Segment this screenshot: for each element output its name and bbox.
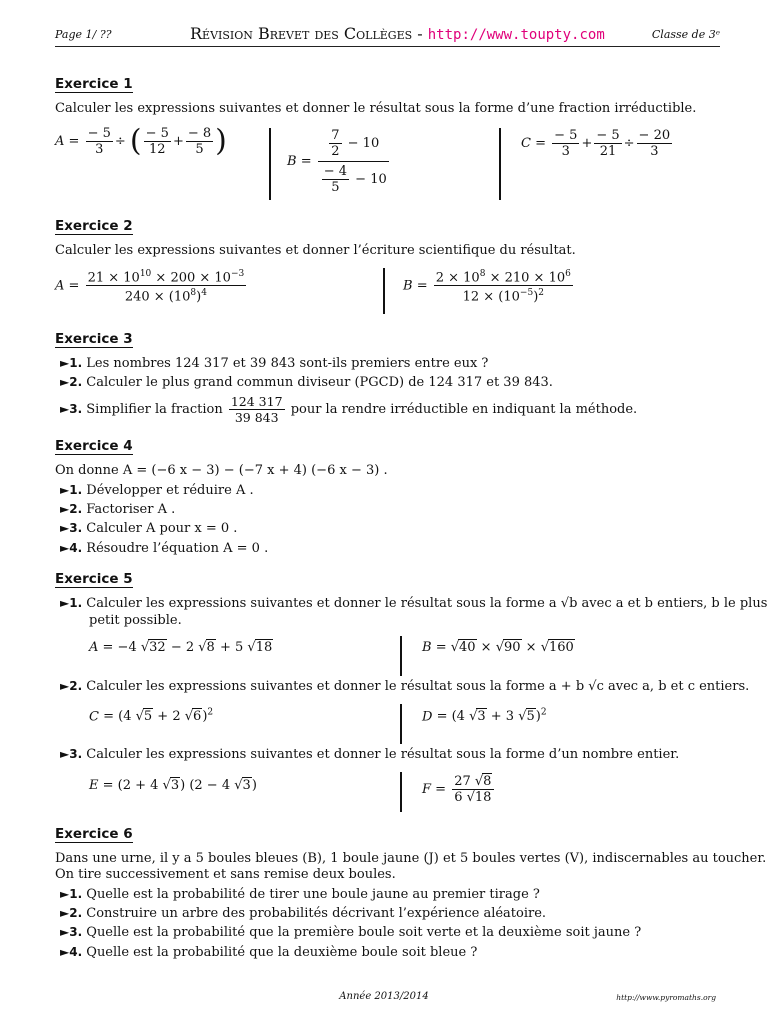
ex6-question-1: ►1. Quelle est la probabilité de tirer une boule jaune au premier tirage ? — [60, 887, 540, 902]
ex1-expression-c: C = $\frac{- 5}{3}$ + $\frac{- 5}{21}$ ÷ $\frac{- 20}{3}$ — [521, 128, 671, 159]
exercise-6-title: Exercice 6 — [55, 826, 133, 842]
ex5-expression-d: D = (4 √3 + 3 √5)$^2$ — [422, 708, 547, 725]
exercise-2-title: Exercice 2 — [55, 218, 133, 234]
ex5-separator-3 — [400, 772, 402, 812]
ex4-question-1: ►1. Développer et réduire A . — [60, 483, 254, 498]
footer-site-link[interactable]: http://www.pyromaths.org — [616, 993, 716, 1002]
ex6-question-4: ►4. Quelle est la probabilité que la deuxième boule soit bleue ? — [60, 945, 478, 960]
ex4-question-4: ►4. Résoudre l’équation A = 0 . — [60, 541, 269, 556]
exercise-4-title: Exercice 4 — [55, 438, 133, 454]
ex5-separator-2 — [400, 704, 402, 744]
exercise-1-title: Exercice 1 — [55, 76, 133, 92]
ex3-question-3: ►3. Simplifier la fraction $\frac{124 317}{39 843}$ pour la rendre irréductible en indiquant la méthode. — [60, 394, 638, 425]
ex5-question-1-continued: petit possible. — [89, 613, 182, 628]
ex1-separator-2 — [499, 128, 501, 200]
header-link[interactable]: http://www.toupty.com — [427, 27, 605, 43]
exercise-4-intro: On donne A = (−6 x − 3) − (−7 x + 4) (−6 x − 3) . — [55, 463, 388, 478]
ex2-separator — [383, 268, 385, 314]
ex5-separator-1 — [400, 636, 402, 676]
header-divider — [55, 46, 720, 47]
ex5-expression-c: C = (4 √5 + 2 √6)$^2$ — [89, 708, 214, 725]
ex4-question-3: ►3. Calculer A pour x = 0 . — [60, 521, 238, 536]
ex1-expression-b: B = $\frac{7}{2}$ − 10 $\frac{- 4}{5}$ − 10 — [287, 128, 387, 195]
ex1-separator-1 — [269, 128, 271, 200]
ex2-expression-b: B = $\frac{2 \times 10^8 \times 210 \times 10^6}{12 \times (10^{-5})^2}$ — [403, 269, 571, 305]
exercise-1-intro: Calculer les expressions suivantes et donner le résultat sous la forme d’une fraction irréductible. — [55, 101, 697, 116]
ex6-question-3: ►3. Quelle est la probabilité que la première boule soit verte et la deuxième soit jaune ? — [60, 925, 642, 940]
exercise-6-intro-2: On tire successivement et sans remise deux boules. — [55, 867, 396, 882]
ex5-expression-e: E = (2 + 4 √3) (2 − 4 √3) — [89, 778, 257, 793]
ex6-question-2: ►2. Construire un arbre des probabilités décrivant l’expérience aléatoire. — [60, 906, 547, 921]
page-header — [55, 24, 720, 44]
exercise-6-intro-1: Dans une urne, il y a 5 boules bleues (B), 1 boule jaune (J) et 5 boules vertes (V), indiscernables au toucher. — [55, 851, 767, 866]
ex5-question-3: ►3. Calculer les expressions suivantes et donner le résultat sous la forme d’un nombre entier. — [60, 747, 680, 762]
ex5-question-1: ►1. Calculer les expressions suivantes et donner le résultat sous la forme a √b avec a et b entiers, b le plus — [60, 596, 768, 611]
ex3-question-1: ►1. Les nombres 124 317 et 39 843 sont-ils premiers entre eux ? — [60, 356, 489, 371]
ex5-expression-b: B = √40 × √90 × √160 — [422, 640, 574, 655]
ex5-question-2: ►2. Calculer les expressions suivantes et donner le résultat sous la forme a + b √c avec a, b et c entiers. — [60, 679, 750, 694]
footer-year: Année 2013/2014 — [339, 991, 429, 1002]
ex3-question-2: ►2. Calculer le plus grand commun diviseur (PGCD) de 124 317 et 39 843. — [60, 375, 553, 390]
exercise-2-intro: Calculer les expressions suivantes et donner l’écriture scientifique du résultat. — [55, 243, 576, 258]
ex2-expression-a: A = $\frac{21 \times 10^{10} \times 200 \times 10^{-3}}{240 \times (10^8)^4}$ — [55, 269, 245, 305]
ex5-expression-f: F = $\frac{27 √8}{6 √18}$ — [422, 774, 496, 805]
ex4-question-2: ►2. Factoriser A . — [60, 502, 176, 517]
exercise-3-title: Exercice 3 — [55, 331, 133, 347]
page-number: Page 1/ ?? — [55, 28, 112, 41]
ex1-expression-a: A = $\frac{- 5}{3}$ ÷ ( $\frac{- 5}{12}$ + $\frac{- 8}{5}$ ) — [55, 123, 227, 159]
exercise-5-title: Exercice 5 — [55, 571, 133, 587]
class-level: Classe de 3ᵉ — [651, 28, 720, 41]
ex5-expression-a: A = −4 √32 − 2 √8 + 5 √18 — [89, 640, 273, 655]
page-title: Révision Brevet des Collèges - http://www.toupty.com — [190, 24, 605, 43]
